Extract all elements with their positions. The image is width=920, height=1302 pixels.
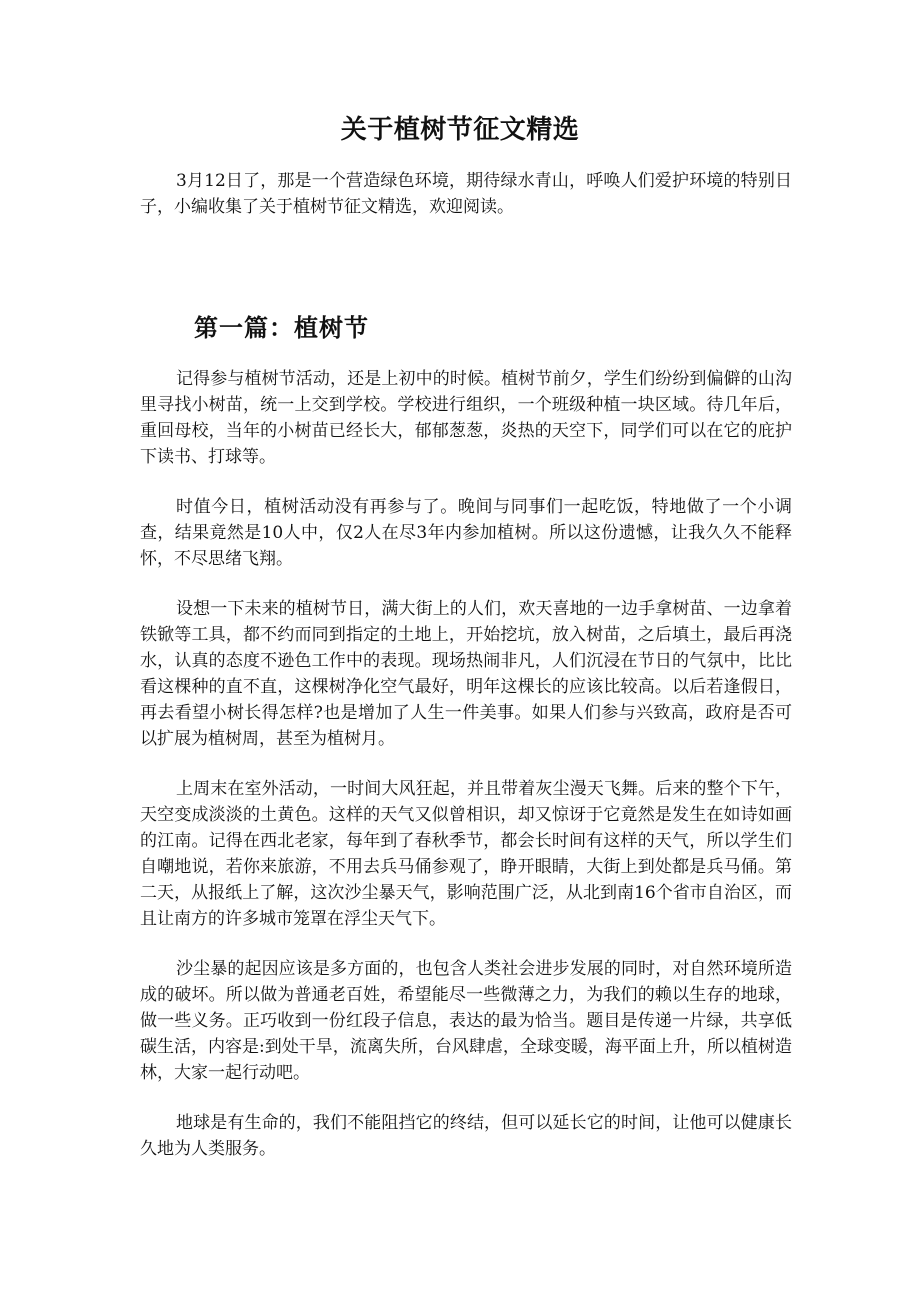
body-paragraph-4: 上周末在室外活动，一时间大风狂起，并且带着灰尘漫天飞舞。后来的整个下午，天空变成淡淡的土黄色。这样的天气又似曾相识，却又惊讶于它竟然是发生在如诗如画的江南。记得在西北老家，每年到了春秋季节，都会长时间有这样的天气，所以学生们自嘲地说，若你来旅游，不用去兵马俑参观了，睁开眼睛，大街上到处都是兵马俑。第二天，从报纸上了解，这次沙尘暴天气，影响范围广泛，从北到南16个省市自治区，而且让南方的许多城市笼罩在浮尘天气下。 bbox=[140, 779, 792, 929]
body-paragraph-5: 沙尘暴的起因应该是多方面的，也包含人类社会进步发展的同时，对自然环境所造成的破坏。所以做为普通老百姓，希望能尽一些微薄之力，为我们的赖以生存的地球，做一些义务。正巧收到一份红段子信息，表达的最为恰当。题目是传递一片绿，共享低碳生活，内容是:到处干旱，流离失所，台风肆虐，全球变暖，海平面上升，所以植树造林，大家一起行动吧。 bbox=[140, 959, 792, 1083]
body-paragraph-3: 设想一下未来的植树节日，满大街上的人们，欢天喜地的一边手拿树苗、一边拿着铁锨等工具，都不约而同到指定的土地上，开始挖坑，放入树苗，之后填土，最后再浇水，认真的态度不逊色工作中的表现。现场热闹非凡，人们沉浸在节日的气氛中，比比看这棵种的直不直，这棵树净化空气最好，明年这棵长的应该比较高。以后若逢假日，再去看望小树长得怎样?也是增加了人生一件美事。如果人们参与兴致高，政府是否可以扩展为植树周，甚至为植树月。 bbox=[140, 599, 792, 749]
document-title: 关于植树节征文精选 bbox=[340, 115, 580, 145]
body-paragraph-2: 时值今日，植树活动没有再参与了。晚间与同事们一起吃饭，特地做了一个小调查，结果竟然是10人中，仅2人在尽3年内参加植树。所以这份遗憾，让我久久不能释怀，不尽思绪飞翔。 bbox=[140, 497, 792, 569]
section-heading: 第一篇：植树节 bbox=[194, 314, 369, 342]
section-body bbox=[140, 366, 792, 1186]
intro-paragraph: 3月12日了，那是一个营造绿色环境，期待绿水青山，呼唤人们爱护环境的特别日子，小编收集了关于植树节征文精选，欢迎阅读。 bbox=[140, 171, 792, 217]
body-paragraph-6: 地球是有生命的，我们不能阻挡它的终结，但可以延长它的时间，让他可以健康长久地为人类服务。 bbox=[140, 1113, 792, 1159]
body-paragraph-1: 记得参与植树节活动，还是上初中的时候。植树节前夕，学生们纷纷到偏僻的山沟里寻找小树苗，统一上交到学校。学校进行组织，一个班级种植一块区域。待几年后，重回母校，当年的小树苗已经长大，郁郁葱葱，炎热的天空下，同学们可以在它的庇护下读书、打球等。 bbox=[140, 369, 792, 467]
